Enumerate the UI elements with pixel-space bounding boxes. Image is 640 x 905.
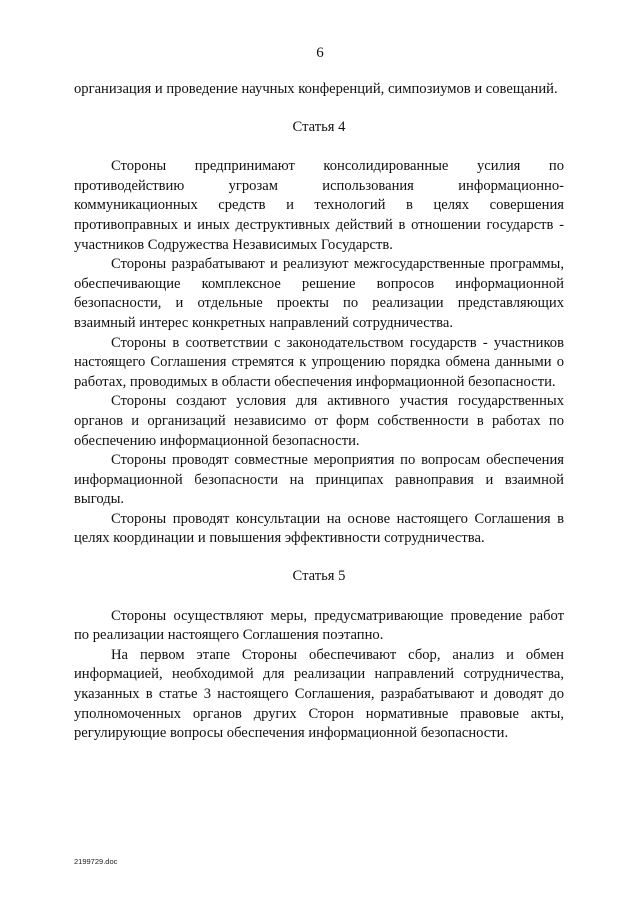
article-5-paragraph: На первом этапе Стороны обеспечивают сбор, анализ и обмен информацией, необходимой для реализации направлений сотрудничества, указанных в статье 3 настоящего Соглашения, разрабатывают и доводят до уполномоченных органов других Сторон нормативные правовые акты, регулирующие вопросы обеспечения информационной безопасности. [74, 646, 564, 742]
article-4-paragraph: Стороны создают условия для активного участия государственных органов и организаций независимо от форм собственности в работах по обеспечению информационной безопасности. [74, 393, 564, 449]
article-4-paragraph: Стороны проводят совместные мероприятия по вопросам обеспечения информационной безопасности на принципах равноправия и взаимной выгоды. [74, 452, 564, 508]
document-body [74, 80, 564, 744]
article-4-paragraph: Стороны разрабатывают и реализуют межгосударственные программы, обеспечивающие комплексное решение вопросов информационной безопасности, и отдельные проекты по реализации представляющих взаимный интерес конкретных направлений сотрудничества. [74, 256, 564, 331]
article-4-paragraph: Стороны в соответствии с законодательством государств - участников настоящего Соглашения стремятся к упрощению порядка обмена данными о работах, проводимых в области обеспечения информационной безопасности. [74, 334, 564, 390]
article-4-paragraph: Стороны проводят консультации на основе настоящего Соглашения в целях координации и повышения эффективности сотрудничества. [74, 510, 564, 547]
article-5-paragraph: Стороны осуществляют меры, предусматривающие проведение работ по реализации настоящего Соглашения поэтапно. [74, 607, 564, 644]
page-number: 6 [316, 45, 324, 61]
article-4-heading: Статья 4 [292, 118, 346, 135]
intro-paragraph: организация и проведение научных конференций, симпозиумов и совещаний. [74, 81, 558, 97]
article-4-paragraph: Стороны предпринимают консолидированные усилия по противодействию угрозам использования информационно-коммуникационных средств и технологий в целях совершения противоправных и иных деструктивных действий в отношении государств - участников Содружества Независимых Государств. [74, 158, 564, 253]
file-name-footer: 2199729.doc [74, 857, 118, 866]
article-5-heading: Статья 5 [292, 568, 346, 585]
